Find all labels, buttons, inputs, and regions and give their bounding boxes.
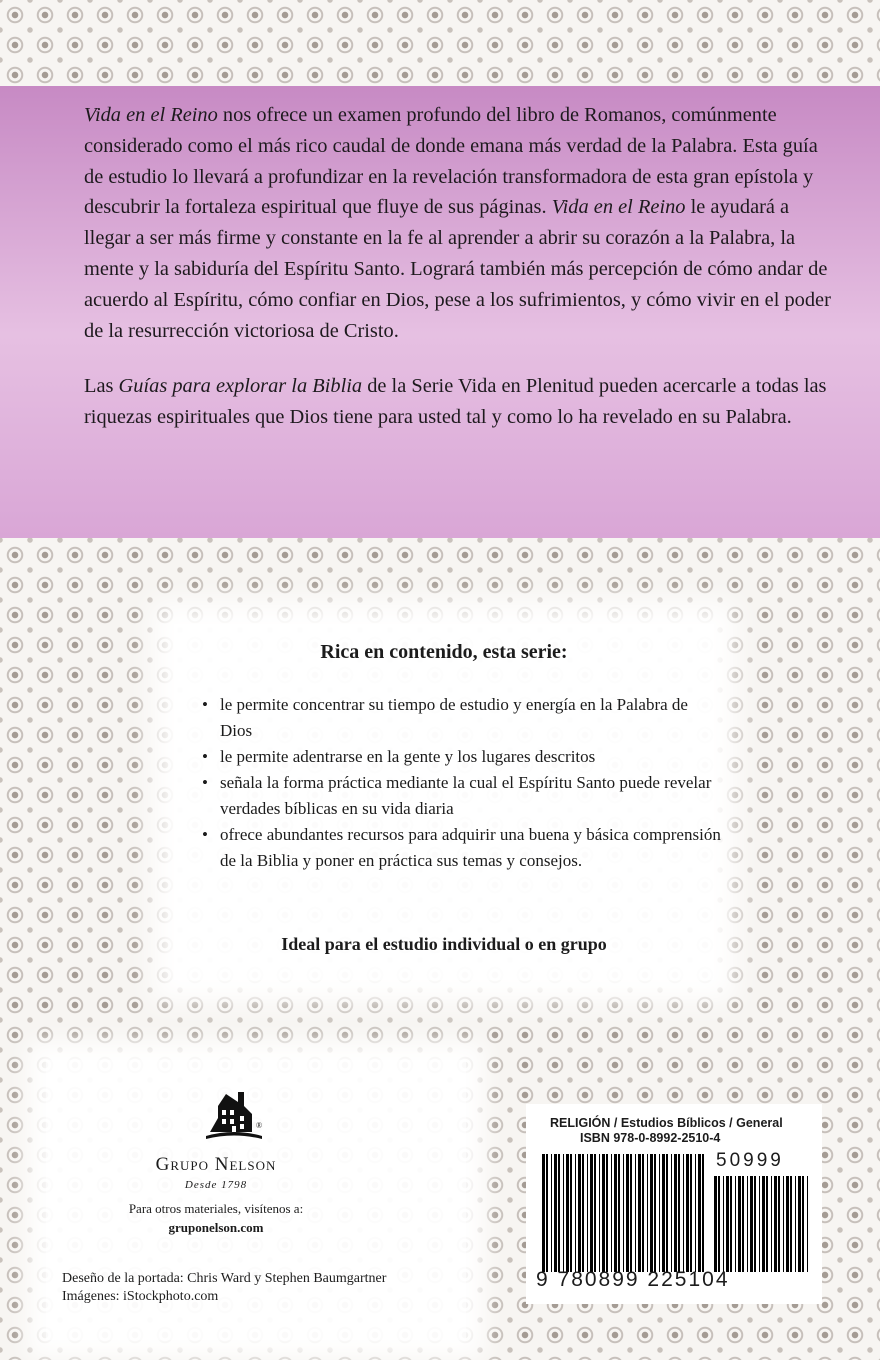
paragraph-text: Las [84,375,119,398]
barcode-bar [747,1176,748,1272]
barcode-bar [671,1154,672,1272]
paragraph-text: nos ofrece un examen profundo del libro de Romanos, comúnmente considerado como el más rico caudal de donde emana más verdad de la Palabra. Esta guía de estudio lo llevará a profundizar en la revelación transformadora de esta gran epístola y descubrir la fortaleza espiritual que fluye de sus páginas. [84,104,818,219]
barcode-bar [654,1154,656,1272]
barcode-bar [730,1176,732,1272]
barcode-bar [702,1154,704,1272]
barcode-bar [563,1154,564,1272]
feature-item: • le permite concentrar su tiempo de estudio y energía en la Palabra de Dios [202,692,722,744]
website-link[interactable]: gruponelson.com [168,1220,264,1235]
series-features-panel [174,624,721,980]
barcode-bar [718,1176,720,1272]
barcode-bar [735,1176,736,1272]
barcode-bar [575,1154,576,1272]
barcode-bar [606,1154,608,1272]
barcode-block [526,1104,822,1304]
barcode-bar [695,1154,696,1272]
barcode-bar [614,1154,617,1272]
barcode-bar [759,1176,760,1272]
price-code: 50999 [716,1150,784,1171]
italic-title-text: Guías para explorar la Biblia [118,375,363,398]
barcode-bar [630,1154,632,1272]
barcode-bar [783,1176,784,1272]
ideal-statement: Ideal para el estudio individual o en grupo [281,934,607,954]
barcode-bar [714,1176,717,1272]
barcode-bar [599,1154,600,1272]
barcode-bar [774,1176,777,1272]
barcode-bar [587,1154,588,1272]
barcode-bar [635,1154,636,1272]
barcode-bar [726,1176,729,1272]
cover-design-credit: Deseño de la portada: Chris Ward y Stephen Baumgartner [62,1271,387,1286]
barcode-bar [558,1154,560,1272]
barcode-bar [723,1176,724,1272]
barcode-bar [602,1154,605,1272]
description-paragraph-2 [84,371,840,433]
barcode-bar [738,1176,741,1272]
barcode-bar [666,1154,668,1272]
house-logo-icon [204,1084,268,1146]
barcode-bar [798,1176,801,1272]
barcode-bar [570,1154,572,1272]
barcode-bar [611,1154,612,1272]
barcode-bar [683,1154,684,1272]
barcode-bar [778,1176,780,1272]
barcode-digits: 9 780899 225104 [536,1268,730,1291]
barcode-bar [802,1176,804,1272]
barcode-bar [795,1176,796,1272]
barcode-bar [551,1154,552,1272]
barcode-bar [650,1154,653,1272]
barcode-bar [659,1154,660,1272]
italic-title-text: Vida en el Reino [84,104,218,126]
barcode-bar [618,1154,620,1272]
italic-title-text: Vida en el Reino [551,196,686,219]
barcode-bar [686,1154,689,1272]
feature-item: • le permite adentrarse en la gente y los lugares descritos [202,744,722,770]
feature-item: • señala la forma práctica mediante la cual el Espíritu Santo puede revelar verdades bíblicas en su vida diaria [202,770,722,822]
publisher-since: Desde 1798 [184,1179,248,1191]
barcode-bar [698,1154,701,1272]
paragraph-text: le ayudará a llegar a ser más firme y constante en la fe al aprender a abrir su corazón a la Palabra, la mente y la sabiduría del Espíritu Santo. Logrará también más percepción de cómo andar de acuerdo al Espíritu, cómo confiar en Dios, pese a los sufrimientos, y cómo vivir en el poder de la resurrección victoriosa de Cristo. [84,196,831,342]
barcode-bar [807,1176,808,1272]
description-paragraph-1 [84,100,840,346]
publisher-name [46,1154,386,1176]
isbn-label: ISBN 978-0-8992-2510-4 [580,1131,721,1145]
barcode-bar [647,1154,648,1272]
barcode-bar [566,1154,569,1272]
barcode-bar [762,1176,765,1272]
barcode-bar [578,1154,581,1272]
barcode-bar [790,1176,792,1272]
barcode-bar [554,1154,557,1272]
barcode-bar [623,1154,624,1272]
barcode-bar [582,1154,584,1272]
barcode-bar [678,1154,680,1272]
barcode-bar [742,1176,744,1272]
barcode-bar [786,1176,789,1272]
barcode-bar [662,1154,665,1272]
feature-item: • ofrece abundantes recursos para adquirir una buena y básica comprensión de la Biblia y poner en práctica sus temas y consejos. [202,822,722,874]
barcode-bar [638,1154,641,1272]
barcode-bar [642,1154,644,1272]
feature-list [202,692,722,874]
series-heading: Rica en contenido, esta serie: [320,641,568,663]
paragraph-text: de la Serie Vida en Plenitud pueden acercarle a todas las riquezas espirituales que Dios tiene para usted tal y como lo ha revelado en su Palabra. [84,375,827,429]
barcode-bar [542,1154,545,1272]
registered-mark: ® [256,1121,263,1130]
barcode-bar [754,1176,756,1272]
barcode-bar [594,1154,596,1272]
images-credit: Imágenes: iStockphoto.com [62,1289,219,1304]
barcode-bar [674,1154,677,1272]
category-label: RELIGIÓN / Estudios Bíblicos / General [550,1116,783,1130]
description-panel [0,86,880,538]
barcode-bar [590,1154,593,1272]
visit-text: Para otros materiales, visítenos a: [128,1201,304,1216]
publisher-name-text: Grupo Nelson [155,1154,277,1175]
barcode-bar [626,1154,629,1272]
barcode-bar [690,1154,692,1272]
barcode-bar [546,1154,548,1272]
publisher-block [46,1060,466,1340]
barcode-bar [766,1176,768,1272]
barcode-bar [771,1176,772,1272]
barcode-bar [750,1176,753,1272]
